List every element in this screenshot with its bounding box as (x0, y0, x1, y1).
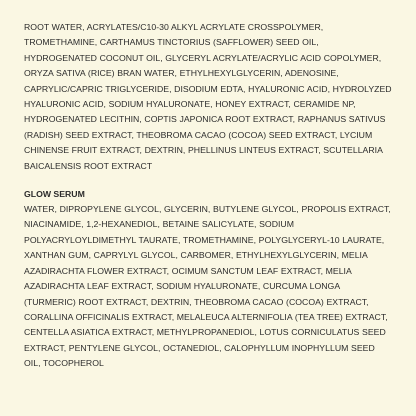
glow-serum-ingredients-list: WATER, DIPROPYLENE GLYCOL, GLYCERIN, BUTYLENE GLYCOL, PROPOLIS EXTRACT, NIACINAMIDE, 1,2-HEXANEDIOL, BETAINE SALICYLATE, SODIUM POLYACRYLOYLDIMETHYL TAURATE, TROMETHAMINE, POLYGLYCERYL-10 LAURATE, XANTHAN GUM, CAPRYLYL GLYCOL, CARBOMER, ETHYLHEXYLGLYCERIN, MELIA AZADIRACHTA FLOWER EXTRACT, OCIMUM SANCTUM LEAF EXTRACT, MELIA AZADIRACHTA LEAF EXTRACT, SODIUM HYALURONATE, CURCUMA LONGA (TURMERIC) ROOT EXTRACT, DEXTRIN, THEOBROMA CACAO (COCOA) EXTRACT, CORALLINA OFFICINALIS EXTRACT, MELALEUCA ALTERNIFOLIA (TEA TREE) EXTRACT, CENTELLA ASIATICA EXTRACT, METHYLPROPANEDIOL, LOTUS CORNICULATUS SEED EXTRACT, PENTYLENE GLYCOL, OCTANEDIOL, CALOPHYLLUM INOPHYLLUM SEED OIL, TOCOPHEROL (24, 204, 391, 369)
glow-serum-heading: GLOW SERUM (24, 189, 85, 200)
section-spacer (24, 174, 392, 187)
ingredients-list-first: ROOT WATER, ACRYLATES/C10-30 ALKYL ACRYLATE CROSSPOLYMER, TROMETHAMINE, CARTHAMUS TINCTORIUS (SAFFLOWER) SEED OIL, HYDROGENATED COCONUT OIL, GLYCERYL ACRYLATE/ACRYLIC ACID COPOLYMER, ORYZA SATIVA (RICE) BRAN WATER, ETHYLHEXYLGLYCERIN, ADENOSINE, CAPRYLIC/CAPRIC TRIGLYCERIDE, DISODIUM EDTA, HYALURONIC ACID, HYDROLYZED HYALURONIC ACID, SODIUM HYALURONATE, HONEY EXTRACT, CERAMIDE NP, HYDROGENATED LECITHIN, COPTIS JAPONICA ROOT EXTRACT, RAPHANUS SATIVUS (RADISH) SEED EXTRACT, THEOBROMA CACAO (COCOA) SEED EXTRACT, LYCIUM CHINENSE FRUIT EXTRACT, DEXTRIN, PHELLINUS LINTEUS EXTRACT, SCUTELLARIA BAICALENSIS ROOT EXTRACT (24, 22, 392, 171)
